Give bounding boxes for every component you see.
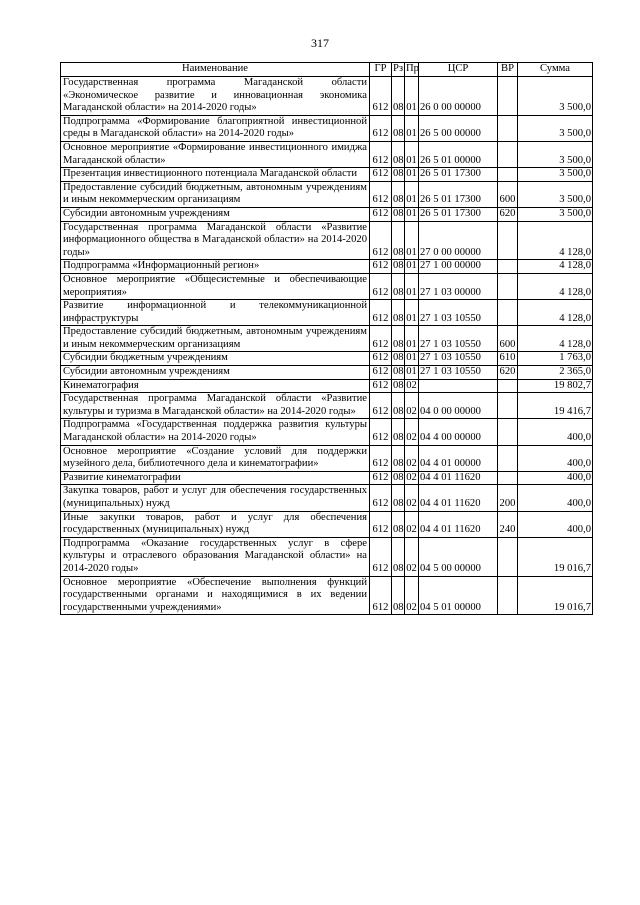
- cell-vr: [498, 300, 518, 326]
- cell-pr: 01: [405, 352, 419, 366]
- header-name: Наименование: [61, 63, 370, 77]
- cell-csr: 04 4 00 00000: [419, 419, 498, 445]
- cell-rz: 08: [392, 537, 405, 576]
- cell-csr: 04 4 01 11620: [419, 511, 498, 537]
- cell-csr: [419, 379, 498, 393]
- cell-name: Основное мероприятие «Общесистемные и обеспечивающие мероприятия»: [61, 273, 370, 299]
- cell-gr: 612: [370, 445, 392, 471]
- table-row: [61, 419, 593, 445]
- cell-pr: 01: [405, 115, 419, 141]
- cell-pr: 02: [405, 419, 419, 445]
- cell-csr: 04 4 01 11620: [419, 485, 498, 511]
- cell-rz: 08: [392, 221, 405, 260]
- cell-vr: [498, 471, 518, 485]
- table-row: [61, 537, 593, 576]
- cell-rz: 08: [392, 576, 405, 615]
- cell-sum: 400,0: [518, 419, 593, 445]
- table-row: [61, 273, 593, 299]
- cell-gr: 612: [370, 379, 392, 393]
- cell-pr: 01: [405, 207, 419, 221]
- cell-vr: [498, 419, 518, 445]
- cell-vr: [498, 273, 518, 299]
- cell-pr: 01: [405, 273, 419, 299]
- cell-vr: [498, 221, 518, 260]
- cell-gr: 612: [370, 221, 392, 260]
- cell-name: Подпрограмма «Оказание государственных услуг в сфере культуры и отраслевого образования Магаданской области» на 2014-2020 годы»: [61, 537, 370, 576]
- header-vr: ВР: [498, 63, 518, 77]
- cell-pr: 02: [405, 576, 419, 615]
- cell-name: Кинематография: [61, 379, 370, 393]
- cell-rz: 08: [392, 471, 405, 485]
- cell-pr: 01: [405, 141, 419, 167]
- cell-name: Развитие информационной и телекоммуникационной инфраструктуры: [61, 300, 370, 326]
- cell-sum: 3 500,0: [518, 115, 593, 141]
- cell-name: Субсидии автономным учреждениям: [61, 366, 370, 380]
- cell-sum: 1 763,0: [518, 352, 593, 366]
- cell-gr: 612: [370, 511, 392, 537]
- cell-name: Субсидии автономным учреждениям: [61, 207, 370, 221]
- cell-pr: 01: [405, 300, 419, 326]
- table-row: [61, 141, 593, 167]
- cell-gr: 612: [370, 485, 392, 511]
- table-row: [61, 471, 593, 485]
- cell-vr: [498, 115, 518, 141]
- cell-csr: 27 1 03 00000: [419, 273, 498, 299]
- cell-rz: 08: [392, 511, 405, 537]
- cell-gr: 612: [370, 471, 392, 485]
- cell-vr: 620: [498, 207, 518, 221]
- cell-pr: 02: [405, 511, 419, 537]
- table-row: [61, 366, 593, 380]
- cell-name: Государственная программа Магаданской области «Развитие культуры и туризма в Магаданской области» на 2014-2020 годы»: [61, 393, 370, 419]
- cell-rz: 08: [392, 326, 405, 352]
- cell-vr: [498, 260, 518, 274]
- cell-name: Основное мероприятие «Создание условий для поддержки музейного дела, библиотечного дела и кинематографии»: [61, 445, 370, 471]
- cell-sum: 4 128,0: [518, 273, 593, 299]
- cell-csr: 04 5 01 00000: [419, 576, 498, 615]
- cell-pr: 01: [405, 326, 419, 352]
- header-sum: Сумма: [518, 63, 593, 77]
- table-body: [61, 77, 593, 615]
- cell-pr: 02: [405, 485, 419, 511]
- cell-sum: 3 500,0: [518, 77, 593, 116]
- cell-csr: 27 1 03 10550: [419, 366, 498, 380]
- table-row: [61, 576, 593, 615]
- cell-gr: 612: [370, 393, 392, 419]
- cell-csr: 04 4 01 11620: [419, 471, 498, 485]
- cell-rz: 08: [392, 207, 405, 221]
- cell-gr: 612: [370, 352, 392, 366]
- cell-vr: 600: [498, 181, 518, 207]
- cell-gr: 612: [370, 115, 392, 141]
- cell-vr: 600: [498, 326, 518, 352]
- cell-vr: [498, 393, 518, 419]
- table-row: [61, 260, 593, 274]
- cell-sum: 19 016,7: [518, 576, 593, 615]
- cell-rz: 08: [392, 485, 405, 511]
- cell-sum: 4 128,0: [518, 221, 593, 260]
- cell-sum: 4 128,0: [518, 326, 593, 352]
- header-csr: ЦСР: [419, 63, 498, 77]
- table-row: [61, 115, 593, 141]
- cell-sum: 400,0: [518, 485, 593, 511]
- cell-sum: 400,0: [518, 511, 593, 537]
- table-row: [61, 445, 593, 471]
- cell-csr: 27 1 03 10550: [419, 352, 498, 366]
- cell-csr: 04 5 00 00000: [419, 537, 498, 576]
- cell-vr: 240: [498, 511, 518, 537]
- cell-rz: 08: [392, 77, 405, 116]
- cell-rz: 08: [392, 352, 405, 366]
- table-row: [61, 379, 593, 393]
- cell-pr: 01: [405, 221, 419, 260]
- cell-vr: [498, 379, 518, 393]
- cell-csr: 26 5 00 00000: [419, 115, 498, 141]
- cell-vr: 200: [498, 485, 518, 511]
- table-row: [61, 485, 593, 511]
- cell-rz: 08: [392, 115, 405, 141]
- cell-sum: 400,0: [518, 471, 593, 485]
- cell-rz: 08: [392, 181, 405, 207]
- cell-gr: 612: [370, 77, 392, 116]
- cell-csr: 26 5 01 00000: [419, 141, 498, 167]
- header-rz: Рз: [392, 63, 405, 77]
- cell-rz: 08: [392, 445, 405, 471]
- cell-rz: 08: [392, 379, 405, 393]
- cell-name: Подпрограмма «Информационный регион»: [61, 260, 370, 274]
- cell-rz: 08: [392, 393, 405, 419]
- cell-csr: 27 1 03 10550: [419, 300, 498, 326]
- cell-pr: 02: [405, 445, 419, 471]
- budget-table: [60, 62, 593, 615]
- cell-vr: [498, 537, 518, 576]
- cell-pr: 01: [405, 168, 419, 182]
- cell-rz: 08: [392, 260, 405, 274]
- table-row: [61, 221, 593, 260]
- table-row: [61, 511, 593, 537]
- cell-name: Основное мероприятие «Формирование инвестиционного имиджа Магаданской области»: [61, 141, 370, 167]
- cell-pr: 02: [405, 537, 419, 576]
- table-row: [61, 77, 593, 116]
- cell-name: Развитие кинематографии: [61, 471, 370, 485]
- cell-rz: 08: [392, 141, 405, 167]
- cell-gr: 612: [370, 273, 392, 299]
- cell-sum: 4 128,0: [518, 300, 593, 326]
- cell-pr: 02: [405, 471, 419, 485]
- cell-csr: 04 0 00 00000: [419, 393, 498, 419]
- cell-gr: 612: [370, 576, 392, 615]
- cell-csr: 26 5 01 17300: [419, 207, 498, 221]
- cell-vr: [498, 576, 518, 615]
- cell-sum: 3 500,0: [518, 141, 593, 167]
- cell-pr: 01: [405, 77, 419, 116]
- cell-rz: 08: [392, 300, 405, 326]
- cell-name: Предоставление субсидий бюджетным, автономным учреждениям и иным некоммерческим организациям: [61, 326, 370, 352]
- cell-gr: 612: [370, 537, 392, 576]
- table-row: [61, 207, 593, 221]
- cell-name: Государственная программа Магаданской области «Экономическое развитие и инновационная экономика Магаданской области» на 2014-2020 годы»: [61, 77, 370, 116]
- cell-pr: 02: [405, 379, 419, 393]
- table-header-row: [61, 63, 593, 77]
- cell-sum: 19 802,7: [518, 379, 593, 393]
- page-number: 317: [311, 36, 329, 50]
- cell-sum: 2 365,0: [518, 366, 593, 380]
- cell-gr: 612: [370, 181, 392, 207]
- cell-sum: 19 016,7: [518, 537, 593, 576]
- table-row: [61, 300, 593, 326]
- cell-sum: 19 416,7: [518, 393, 593, 419]
- cell-vr: [498, 77, 518, 116]
- cell-sum: 3 500,0: [518, 168, 593, 182]
- header-pr: Пр: [405, 63, 419, 77]
- header-gr: ГР: [370, 63, 392, 77]
- cell-vr: [498, 445, 518, 471]
- cell-csr: 04 4 01 00000: [419, 445, 498, 471]
- cell-gr: 612: [370, 168, 392, 182]
- cell-gr: 612: [370, 141, 392, 167]
- cell-gr: 612: [370, 366, 392, 380]
- cell-name: Предоставление субсидий бюджетным, автономным учреждениям и иным некоммерческим организациям: [61, 181, 370, 207]
- cell-csr: 26 5 01 17300: [419, 168, 498, 182]
- cell-sum: 400,0: [518, 445, 593, 471]
- table-row: [61, 181, 593, 207]
- cell-sum: 3 500,0: [518, 181, 593, 207]
- cell-sum: 3 500,0: [518, 207, 593, 221]
- cell-pr: 02: [405, 393, 419, 419]
- cell-csr: 27 0 00 00000: [419, 221, 498, 260]
- cell-vr: 610: [498, 352, 518, 366]
- cell-vr: [498, 141, 518, 167]
- table-row: [61, 352, 593, 366]
- cell-pr: 01: [405, 260, 419, 274]
- cell-name: Подпрограмма «Государственная поддержка развития культуры Магаданской области» на 2014-2020 годы»: [61, 419, 370, 445]
- cell-gr: 612: [370, 326, 392, 352]
- cell-name: Основное мероприятие «Обеспечение выполнения функций государственными органами и находящимися в их ведении государственными учреждениями»: [61, 576, 370, 615]
- cell-name: Государственная программа Магаданской области «Развитие информационного общества в Магаданской области» на 2014-2020 годы»: [61, 221, 370, 260]
- cell-vr: [498, 168, 518, 182]
- cell-rz: 08: [392, 273, 405, 299]
- cell-pr: 01: [405, 181, 419, 207]
- cell-name: Иные закупки товаров, работ и услуг для обеспечения государственных (муниципальных) нужд: [61, 511, 370, 537]
- table-row: [61, 326, 593, 352]
- cell-csr: 27 1 00 00000: [419, 260, 498, 274]
- cell-sum: 4 128,0: [518, 260, 593, 274]
- cell-rz: 08: [392, 419, 405, 445]
- cell-rz: 08: [392, 366, 405, 380]
- cell-gr: 612: [370, 300, 392, 326]
- cell-pr: 01: [405, 366, 419, 380]
- cell-name: Закупка товаров, работ и услуг для обеспечения государственных (муниципальных) нужд: [61, 485, 370, 511]
- cell-rz: 08: [392, 168, 405, 182]
- cell-name: Презентация инвестиционного потенциала Магаданской области: [61, 168, 370, 182]
- cell-gr: 612: [370, 260, 392, 274]
- cell-gr: 612: [370, 419, 392, 445]
- cell-name: Субсидии бюджетным учреждениям: [61, 352, 370, 366]
- table-row: [61, 393, 593, 419]
- cell-vr: 620: [498, 366, 518, 380]
- table-row: [61, 168, 593, 182]
- cell-name: Подпрограмма «Формирование благоприятной инвестиционной среды в Магаданской области» на 2014-2020 годы»: [61, 115, 370, 141]
- cell-csr: 26 5 01 17300: [419, 181, 498, 207]
- cell-csr: 27 1 03 10550: [419, 326, 498, 352]
- cell-gr: 612: [370, 207, 392, 221]
- cell-csr: 26 0 00 00000: [419, 77, 498, 116]
